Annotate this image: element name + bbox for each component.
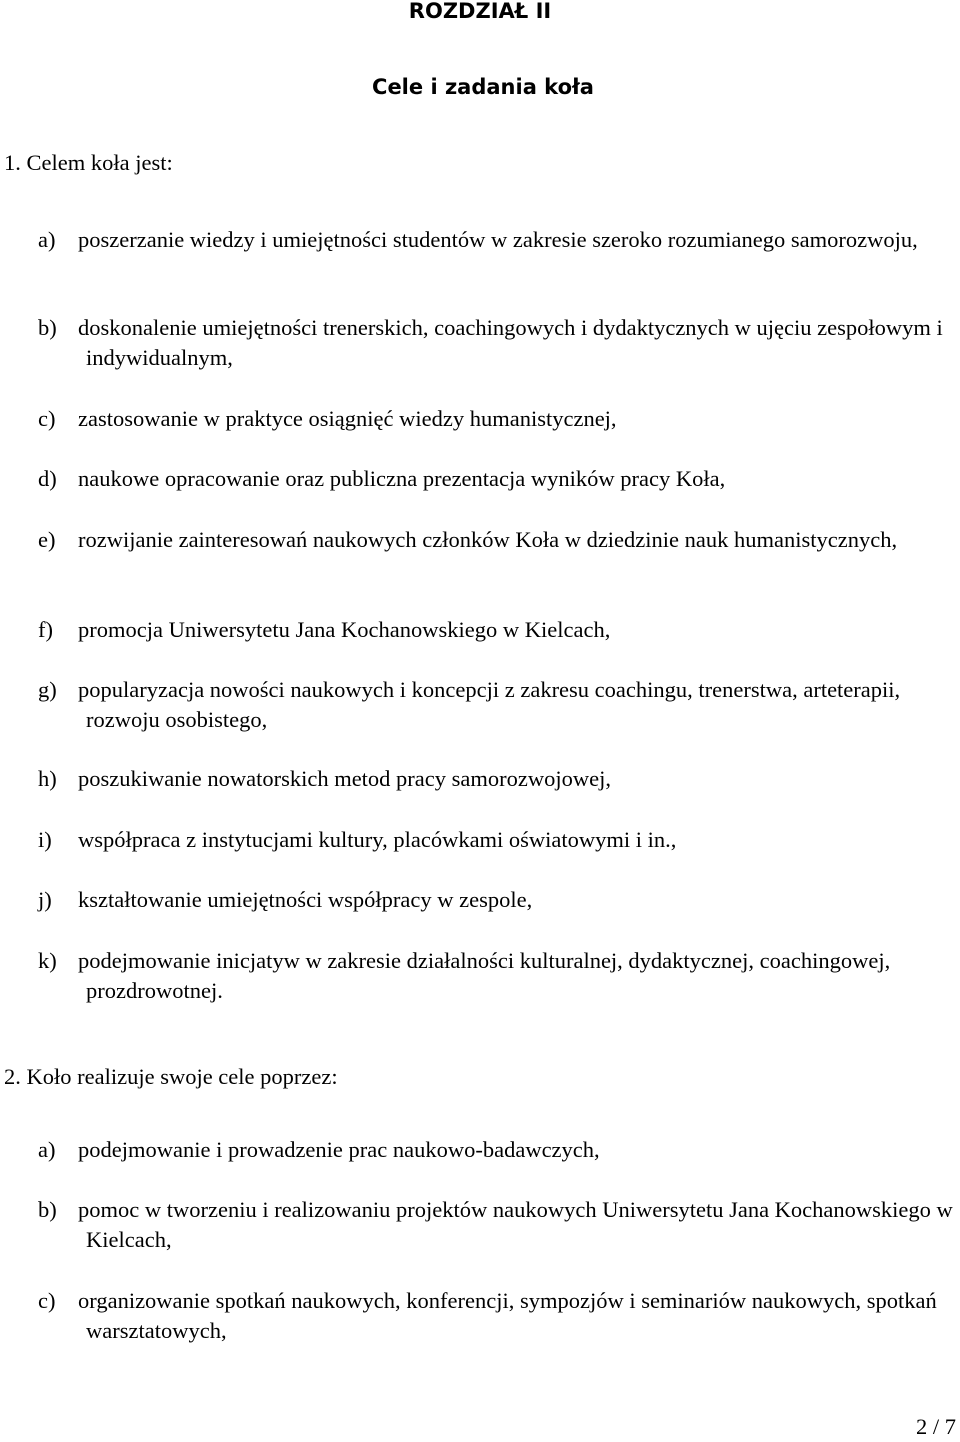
list-item-text: poszerzanie wiedzy i umiejętności studentów w zakresie szeroko rozumianego samorozwoju, bbox=[78, 227, 918, 252]
list-marker: f) bbox=[38, 617, 53, 642]
list-marker: a) bbox=[38, 1137, 56, 1162]
list-marker: c) bbox=[38, 406, 56, 431]
list-item-text: popularyzacja nowości naukowych i koncepcji z zakresu coachingu, trenerstwa, arteterapii, rozwoju osobistego, bbox=[78, 677, 901, 732]
list-item bbox=[38, 675, 960, 735]
list-item-text: promocja Uniwersytetu Jana Kochanowskiego w Kielcach, bbox=[78, 617, 611, 642]
section-2-heading: 2. Koło realizuje swoje cele poprzez: bbox=[4, 1064, 338, 1089]
list-marker: e) bbox=[38, 527, 56, 552]
list-marker: i) bbox=[38, 827, 52, 852]
list-marker: h) bbox=[38, 766, 57, 791]
section-title: Cele i zadania koła bbox=[372, 75, 594, 99]
list-marker: k) bbox=[38, 948, 57, 973]
list-item-text: współpraca z instytucjami kultury, placówkami oświatowymi i in., bbox=[78, 827, 677, 852]
list-marker: b) bbox=[38, 1197, 57, 1222]
list-item bbox=[38, 946, 960, 1006]
list-item bbox=[38, 313, 960, 373]
list-item bbox=[38, 1286, 960, 1346]
list-item-text: poszukiwanie nowatorskich metod pracy samorozwojowej, bbox=[78, 766, 611, 791]
list-item bbox=[38, 825, 960, 855]
list-marker: b) bbox=[38, 315, 57, 340]
page-number: 2 / 7 bbox=[915, 1414, 956, 1439]
list-item-text: naukowe opracowanie oraz publiczna prezentacja wyników pracy Koła, bbox=[78, 466, 726, 491]
list-marker: d) bbox=[38, 466, 57, 491]
list-item-text: doskonalenie umiejętności trenerskich, coachingowych i dydaktycznych w ujęciu zespołowym i indywidualnym, bbox=[78, 315, 943, 370]
list-item bbox=[38, 885, 960, 915]
list-item-text: podejmowanie i prowadzenie prac naukowo-badawczych, bbox=[78, 1137, 600, 1162]
list-marker: g) bbox=[38, 677, 57, 702]
list-item bbox=[38, 464, 960, 494]
section-1-heading: 1. Celem koła jest: bbox=[4, 150, 173, 175]
list-item bbox=[38, 1195, 960, 1255]
list-marker: a) bbox=[38, 227, 56, 252]
list-item bbox=[38, 404, 960, 434]
list-item-text: organizowanie spotkań naukowych, konferencji, sympozjów i seminariów naukowych, spotkań warsztatowych, bbox=[78, 1288, 937, 1343]
list-item-text: zastosowanie w praktyce osiągnięć wiedzy humanistycznej, bbox=[78, 406, 617, 431]
list-item bbox=[38, 1135, 960, 1165]
chapter-title: ROZDZIAŁ II bbox=[408, 0, 552, 23]
list-item-text: rozwijanie zainteresowań naukowych członków Koła w dziedzinie nauk humanistycznych, bbox=[78, 527, 898, 552]
list-item-text: podejmowanie inicjatyw w zakresie działalności kulturalnej, dydaktycznej, coachingowej, prozdrowotnej. bbox=[78, 948, 891, 1003]
list-marker: c) bbox=[38, 1288, 56, 1313]
list-item bbox=[38, 225, 960, 255]
list-item-text: kształtowanie umiejętności współpracy w zespole, bbox=[78, 887, 533, 912]
list-item bbox=[38, 525, 960, 555]
list-item bbox=[38, 615, 960, 645]
list-item bbox=[38, 764, 960, 794]
list-marker: j) bbox=[38, 887, 52, 912]
list-item-text: pomoc w tworzeniu i realizowaniu projektów naukowych Uniwersytetu Jana Kochanowskiego w Kielcach, bbox=[78, 1197, 953, 1252]
